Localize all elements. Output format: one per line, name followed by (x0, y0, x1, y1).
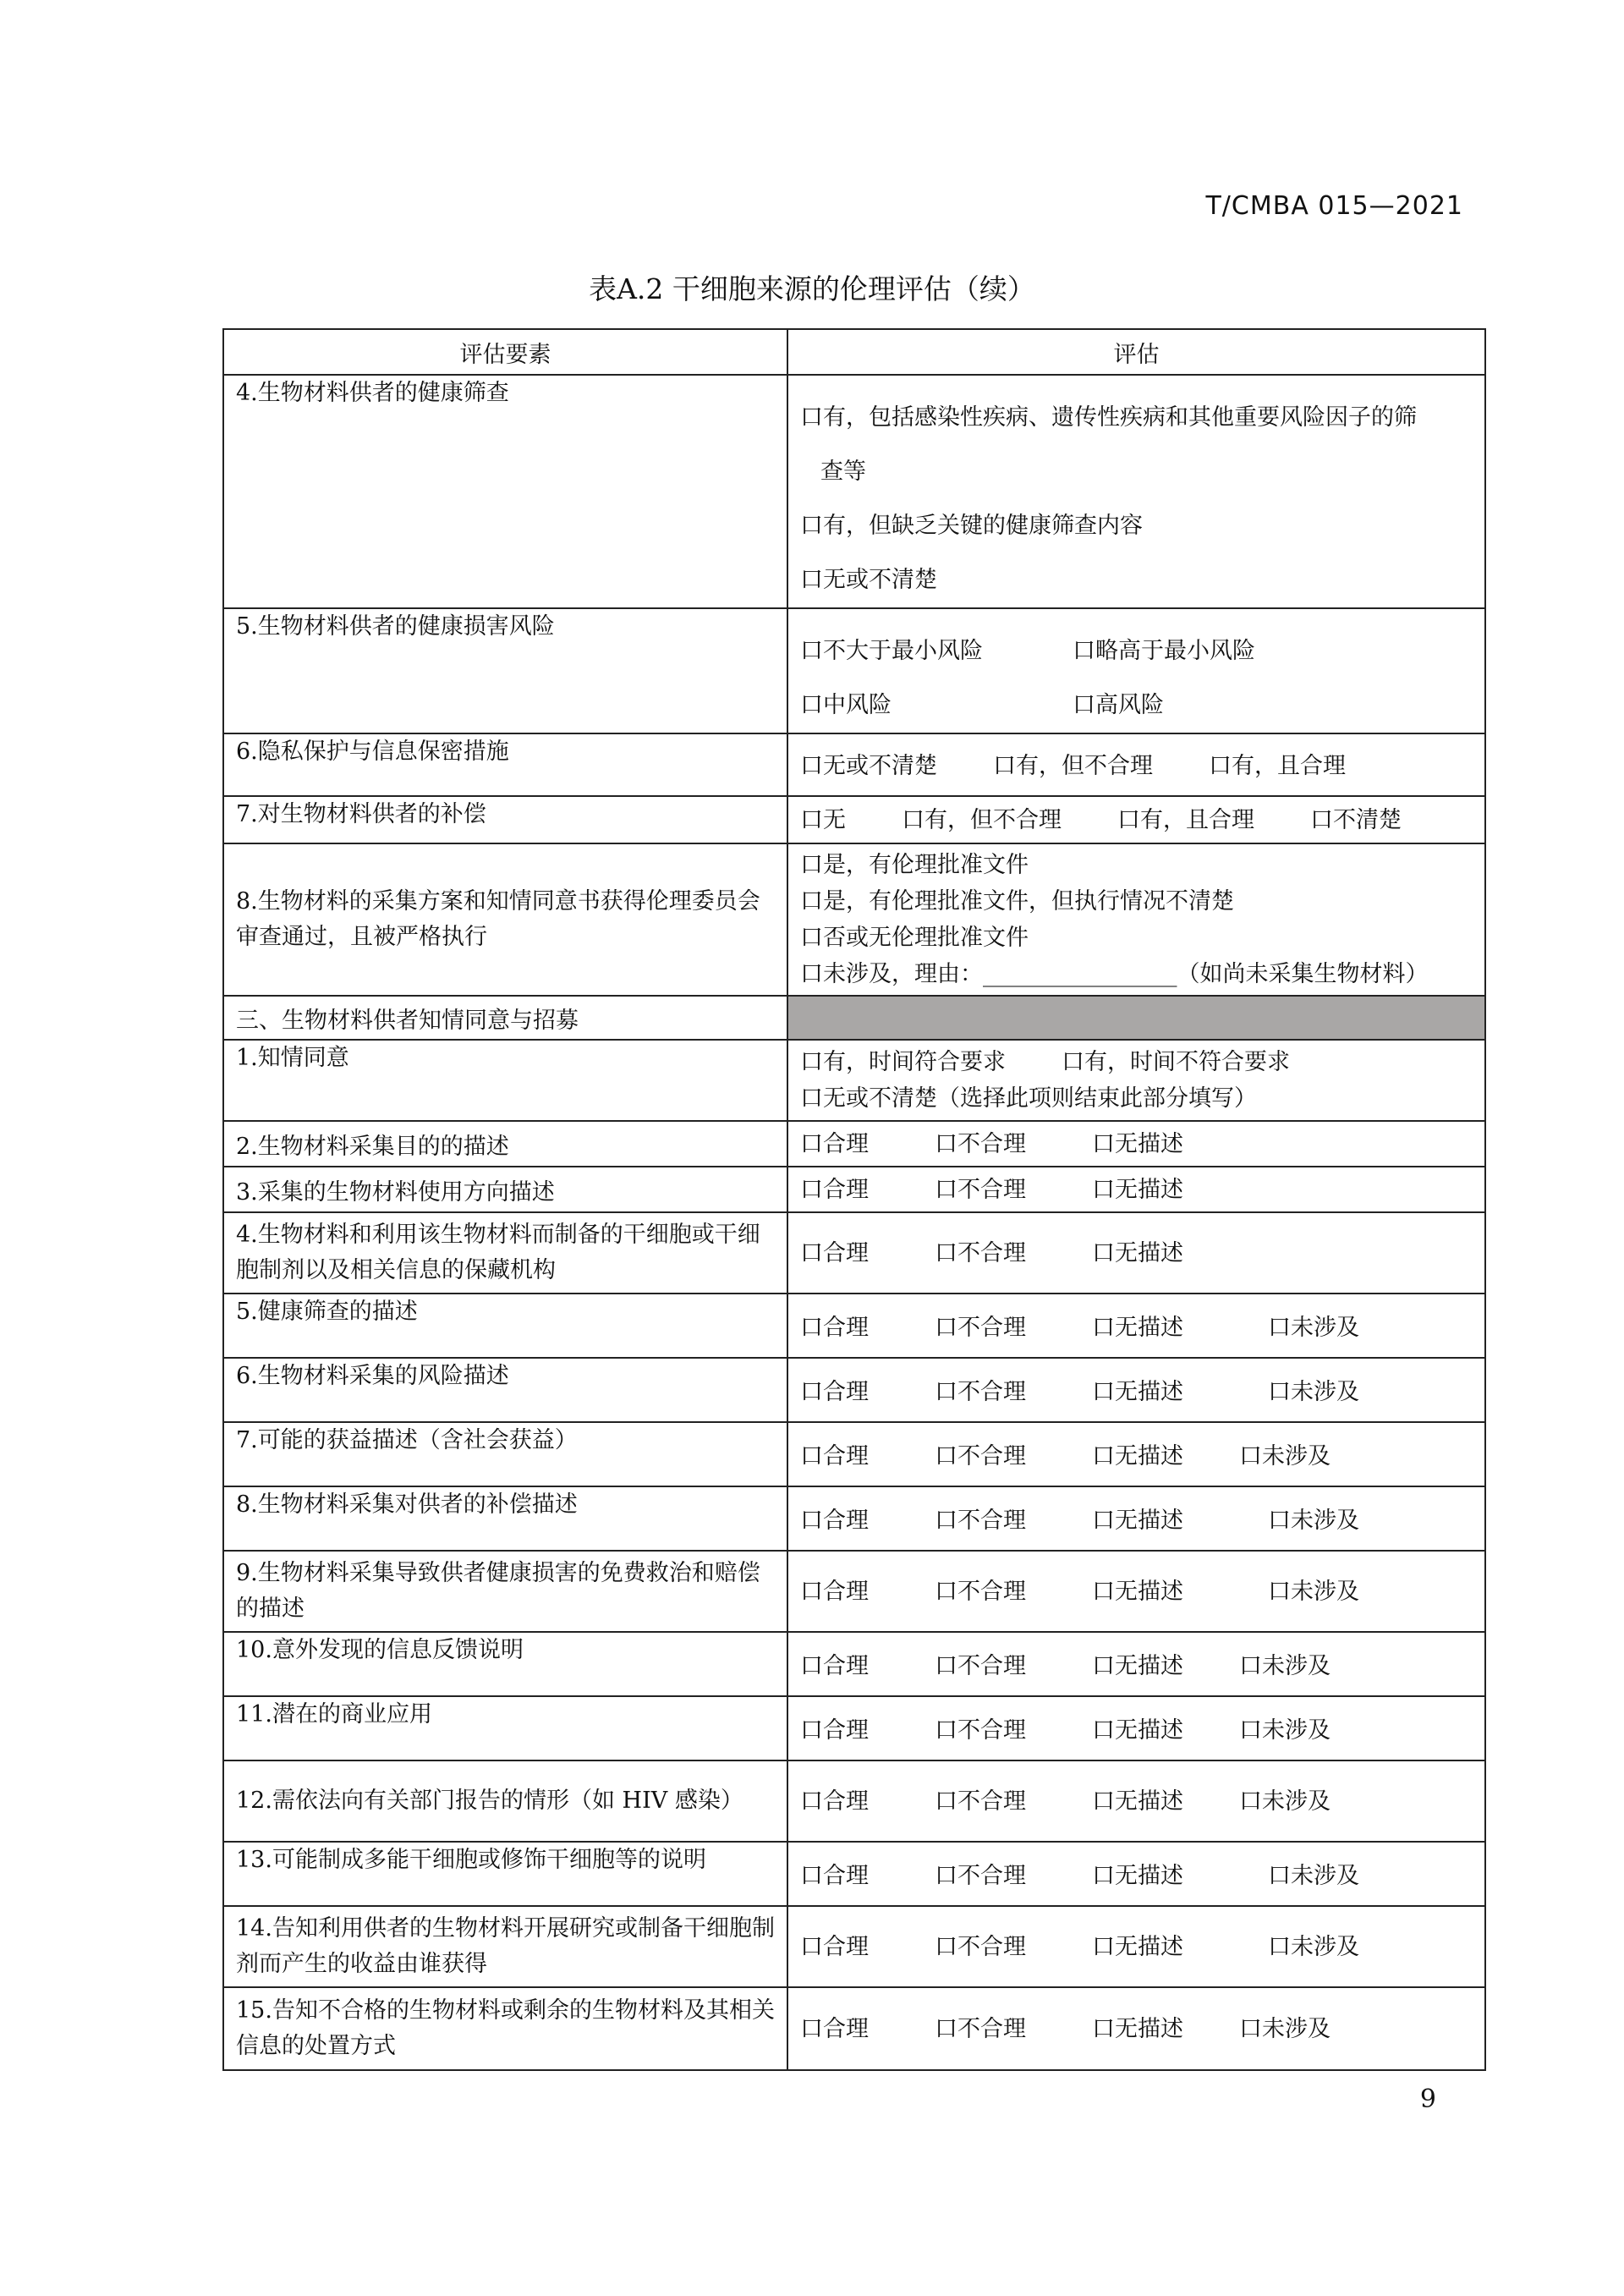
option: 口不合理 (935, 1176, 1026, 1203)
option: 口无描述 (1092, 1315, 1183, 1341)
option: 口无描述 (1092, 1653, 1183, 1679)
row-label: 11.潜在的商业应用 (223, 1696, 787, 1760)
option: 查等 (820, 459, 866, 485)
row-label: 2.生物材料采集目的的描述 (223, 1121, 787, 1167)
option: 口不清楚 (1310, 806, 1402, 833)
option: 口不合理 (935, 1578, 1026, 1605)
option: 口未涉及 (1239, 1717, 1330, 1744)
option: 口不合理 (935, 1315, 1026, 1341)
option: 口合理 (800, 1176, 869, 1203)
option: 口合理 (800, 1443, 869, 1469)
table-row (223, 1212, 1485, 1294)
option: 口合理 (800, 1578, 869, 1605)
table-row (223, 1167, 1485, 1212)
option: 口有，且合理 (1209, 753, 1346, 779)
option: 口不合理 (935, 1508, 1026, 1534)
table-row (223, 1486, 1485, 1551)
option: 口有，但不合理 (902, 806, 1062, 833)
standard-code: T/CMBA 015—2021 (1205, 191, 1463, 221)
option: 口不合理 (935, 1239, 1026, 1266)
option: 口合理 (800, 1863, 869, 1889)
row-label: 10.意外发现的信息反馈说明 (223, 1632, 787, 1696)
option: 口未涉及 (1239, 1653, 1330, 1679)
table-row (223, 796, 1485, 843)
option: 口不合理 (935, 1443, 1026, 1469)
option: 口未涉及，理由：_________________（如尚未采集生物材料） (800, 961, 1429, 987)
row-label: 6.隐私保护与信息保密措施 (223, 733, 787, 796)
table-row (223, 608, 1485, 733)
table-row (223, 1760, 1485, 1842)
table-row (223, 733, 1485, 796)
table-row (223, 1987, 1485, 2070)
table-row (223, 1358, 1485, 1422)
option: 口不合理 (935, 1653, 1026, 1679)
table-row (223, 1551, 1485, 1632)
table-row (223, 1121, 1485, 1167)
option: 口不合理 (935, 1863, 1026, 1889)
option: 口合理 (800, 1379, 869, 1405)
option: 口未涉及 (1268, 1315, 1359, 1341)
option: 口无描述 (1092, 1717, 1183, 1744)
page-number: 9 (1419, 2085, 1436, 2114)
table-row (223, 1842, 1485, 1906)
option: 口略高于最小风险 (1073, 638, 1255, 664)
option: 口合理 (800, 1130, 869, 1157)
option: 口无描述 (1092, 1130, 1183, 1157)
row-label: 7.对生物材料供者的补偿 (223, 796, 787, 843)
option: 口不合理 (935, 1379, 1026, 1405)
row-label: 5.生物材料供者的健康损害风险 (223, 608, 787, 733)
row-label: 7.可能的获益描述（含社会获益） (223, 1422, 787, 1486)
option: 口无描述 (1092, 1508, 1183, 1534)
option: 口不合理 (935, 1130, 1026, 1157)
option: 口无或不清楚（选择此项则结束此部分填写） (800, 1085, 1257, 1112)
row-label: 8.生物材料的采集方案和知情同意书获得伦理委员会审查通过，且被严格执行 (223, 843, 787, 996)
option: 口未涉及 (1239, 2015, 1330, 2042)
option: 口是，有伦理批准文件，但执行情况不清楚 (800, 888, 1234, 915)
option: 口合理 (800, 1933, 869, 1960)
table-title: 表A.2 干细胞来源的伦理评估（续） (589, 272, 1035, 305)
option: 口无描述 (1092, 1239, 1183, 1266)
option: 口未涉及 (1268, 1578, 1359, 1605)
option: 口未涉及 (1239, 1788, 1330, 1815)
row-label: 12.需依法向有关部门报告的情形（如 HIV 感染） (223, 1760, 787, 1842)
option: 口无 (800, 806, 846, 833)
option: 口无描述 (1092, 1176, 1183, 1203)
row-label: 9.生物材料采集导致供者健康损害的免费救治和赔偿的描述 (223, 1551, 787, 1632)
option: 口合理 (800, 1239, 869, 1266)
option: 口中风险 (800, 692, 892, 718)
option: 口合理 (800, 1653, 869, 1679)
column-header: 评估 (787, 329, 1485, 375)
row-label: 3.采集的生物材料使用方向描述 (223, 1167, 787, 1212)
row-label: 4.生物材料供者的健康筛查 (223, 375, 787, 608)
section-heading: 三、生物材料供者知情同意与招募 (223, 996, 787, 1040)
option: 口未涉及 (1268, 1379, 1359, 1405)
option: 口无描述 (1092, 1379, 1183, 1405)
shaded-cell (787, 996, 1485, 1040)
row-label: 4.生物材料和利用该生物材料而制备的干细胞或干细胞制剂以及相关信息的保藏机构 (223, 1212, 787, 1294)
table-row (223, 1906, 1485, 1987)
row-label: 14.告知利用供者的生物材料开展研究或制备干细胞制剂而产生的收益由谁获得 (223, 1906, 787, 1987)
option: 口无描述 (1092, 1578, 1183, 1605)
option: 口未涉及 (1239, 1443, 1330, 1469)
option: 口有，包括感染性疾病、遗传性疾病和其他重要风险因子的筛 (800, 404, 1417, 431)
row-label: 13.可能制成多能干细胞或修饰干细胞等的说明 (223, 1842, 787, 1906)
option: 口不合理 (935, 1717, 1026, 1744)
option: 口合理 (800, 2015, 869, 2042)
option: 口无描述 (1092, 1443, 1183, 1469)
table-row (223, 1632, 1485, 1696)
option: 口合理 (800, 1788, 869, 1815)
option: 口未涉及 (1268, 1508, 1359, 1534)
option: 口未涉及 (1268, 1863, 1359, 1889)
option: 口否或无伦理批准文件 (800, 925, 1029, 951)
section-row (223, 996, 1485, 1040)
table-row (223, 1422, 1485, 1486)
option: 口不大于最小风险 (800, 638, 983, 664)
option: 口未涉及 (1268, 1933, 1359, 1960)
option: 口无或不清楚 (800, 753, 937, 779)
evaluation-table (222, 328, 1486, 2071)
table-header-row (223, 329, 1485, 375)
option: 口无或不清楚 (800, 567, 937, 593)
option: 口不合理 (935, 1933, 1026, 1960)
option: 口无描述 (1092, 1788, 1183, 1815)
option: 口高风险 (1073, 692, 1164, 718)
column-header: 评估要素 (223, 329, 787, 375)
row-label: 1.知情同意 (223, 1040, 787, 1121)
table-row (223, 1040, 1485, 1121)
option: 口无描述 (1092, 2015, 1183, 2042)
table-row (223, 1696, 1485, 1760)
option: 口无描述 (1092, 1863, 1183, 1889)
row-label: 5.健康筛查的描述 (223, 1294, 787, 1358)
option: 口无描述 (1092, 1933, 1183, 1960)
row-label: 15.告知不合格的生物材料或剩余的生物材料及其相关信息的处置方式 (223, 1987, 787, 2070)
option: 口有，且合理 (1117, 806, 1254, 833)
row-label: 6.生物材料采集的风险描述 (223, 1358, 787, 1422)
option: 口合理 (800, 1717, 869, 1744)
option: 口有，但缺乏关键的健康筛查内容 (800, 513, 1143, 539)
option: 口不合理 (935, 2015, 1026, 2042)
option: 口有，但不合理 (993, 753, 1153, 779)
option: 口不合理 (935, 1788, 1026, 1815)
option: 口有，时间符合要求 (800, 1049, 1006, 1075)
table-row (223, 1294, 1485, 1358)
option: 口有，时间不符合要求 (1062, 1049, 1290, 1075)
option: 口合理 (800, 1315, 869, 1341)
table-row (223, 843, 1485, 996)
option: 口合理 (800, 1508, 869, 1534)
option: 口是，有伦理批准文件 (800, 852, 1029, 878)
table-row (223, 375, 1485, 608)
row-label: 8.生物材料采集对供者的补偿描述 (223, 1486, 787, 1551)
